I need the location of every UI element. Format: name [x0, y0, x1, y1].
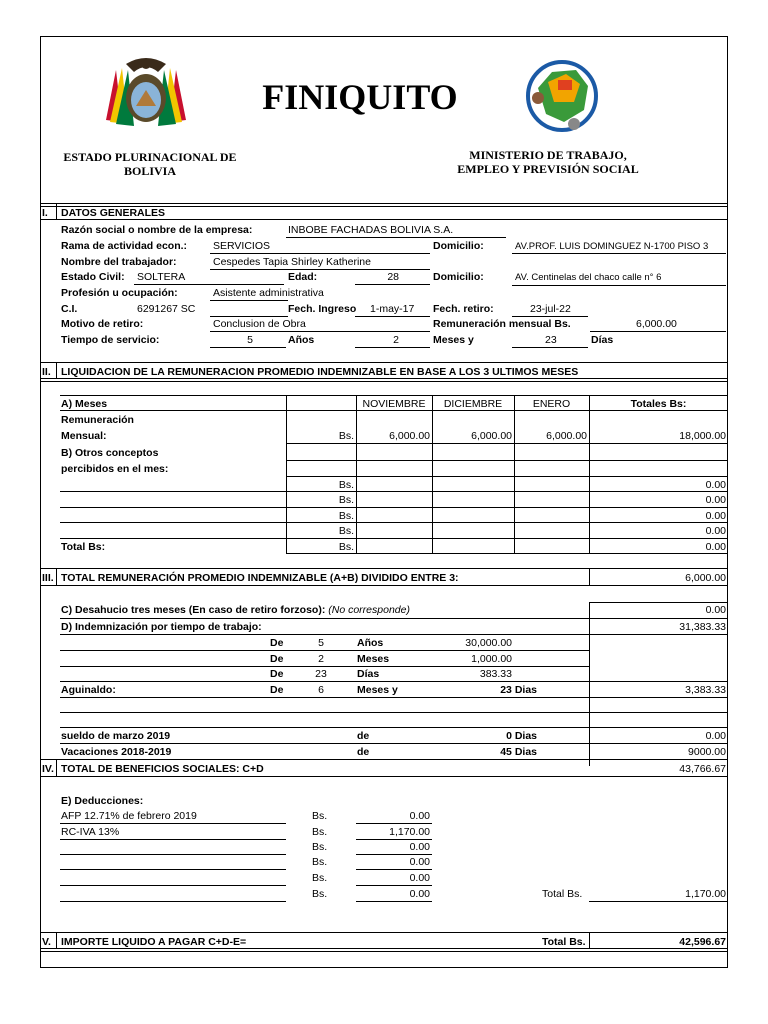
years-amount: 30,000.00 [465, 637, 512, 649]
section-divider [56, 568, 57, 585]
march-salary-label: sueldo de marzo 2019 [61, 730, 171, 742]
monthly-salary-label: Remuneración mensual Bs. [433, 318, 571, 330]
underline [210, 253, 430, 254]
months-label: Meses y [433, 334, 474, 346]
currency-label: Bs. [312, 810, 328, 822]
other-concepts-label: percibidos en el mes: [61, 463, 169, 475]
severance-label: C) Desahucio tres meses (En caso de retiro forzoso): (No corresponde) [61, 604, 410, 616]
months-header: A) Meses [61, 398, 108, 410]
underline [356, 885, 432, 886]
table-line [286, 553, 728, 554]
table-line [432, 395, 433, 554]
underline [60, 854, 286, 855]
underline [355, 316, 430, 317]
underline [210, 300, 288, 301]
section-number: V. [42, 936, 51, 948]
section-divider [56, 932, 57, 949]
currency-label: Bs. [312, 872, 328, 884]
underline [210, 347, 286, 348]
currency-label: Bs. [338, 494, 354, 506]
bonus-value: 3,383.33 [685, 684, 726, 696]
section-divider [56, 362, 57, 379]
salary-month-2: 6,000.00 [471, 430, 512, 442]
table-line [60, 650, 589, 651]
underline [60, 869, 286, 870]
deduction-afp-label: AFP 12.71% de febrero 2019 [61, 810, 197, 822]
de-label: de [357, 730, 370, 742]
ci-value: 6291267 SC [137, 303, 196, 315]
table-line [60, 697, 728, 698]
deduction-value: 0.00 [409, 888, 430, 900]
table-line [60, 522, 728, 523]
reason-value: Conclusion de Obra [213, 318, 306, 330]
deduction-value: 0.00 [409, 856, 430, 868]
other-concept-value: 0.00 [705, 479, 726, 491]
underline [356, 854, 432, 855]
other-concepts-total: 0.00 [705, 541, 726, 553]
underline [210, 269, 430, 270]
currency-label: Bs. [312, 841, 328, 853]
section-divider [40, 381, 728, 382]
currency-label: Bs. [312, 888, 328, 900]
years-label: Años [288, 334, 315, 346]
section-number: I. [42, 207, 48, 219]
section-divider [40, 932, 728, 933]
section-divider [40, 568, 728, 569]
table-line [356, 395, 357, 554]
underline [356, 839, 432, 840]
end-date-value: 23-jul-22 [530, 303, 571, 315]
deductions-total-value: 1,170.00 [685, 888, 726, 900]
table-line [60, 681, 728, 682]
employer-address-label: Domicilio: [433, 240, 484, 252]
deductions-title: E) Deducciones: [61, 795, 144, 807]
march-salary-value: 0.00 [705, 730, 726, 742]
other-concept-value: 0.00 [705, 510, 726, 522]
underline [355, 347, 430, 348]
deduction-value: 1,170.00 [389, 826, 430, 838]
underline [286, 237, 506, 238]
other-concepts-label: B) Otros conceptos [61, 447, 159, 459]
vacation-days: 45 Dias [500, 746, 537, 758]
section-title: TOTAL REMUNERACIÓN PROMEDIO INDEMNIZABLE (A+B) DIVIDIDO ENTRE 3: [61, 572, 459, 584]
section-divider [56, 204, 57, 220]
table-line [60, 634, 728, 635]
deduction-value: 0.00 [409, 872, 430, 884]
salary-month-1: 6,000.00 [389, 430, 430, 442]
deduction-value: 0.00 [409, 841, 430, 853]
total-label: Total Bs: [61, 541, 106, 553]
month-header-3: ENERO [532, 398, 571, 410]
section-divider [40, 219, 728, 220]
ministry-logo [524, 58, 602, 138]
table-line [286, 476, 728, 477]
underline [590, 331, 726, 332]
start-date-value: 1-may-17 [370, 303, 415, 315]
table-line [60, 538, 728, 539]
service-time-label: Tiempo de servicio: [61, 334, 160, 346]
march-salary-days: 0 Dias [506, 730, 537, 742]
underline [134, 284, 284, 285]
underline [589, 901, 728, 902]
end-date-label: Fech. retiro: [433, 303, 494, 315]
month-header-1: NOVIEMBRE [362, 398, 426, 410]
section-divider [40, 948, 728, 949]
table-line [514, 395, 515, 554]
section-number: II. [42, 366, 51, 378]
monthly-salary-value: 6,000.00 [636, 318, 677, 330]
total-header: Totales Bs: [630, 398, 687, 410]
start-date-label: Fech. Ingreso [288, 303, 357, 315]
underline [355, 284, 430, 285]
vacation-value: 9000.00 [688, 746, 726, 758]
table-line [60, 743, 728, 744]
underline [210, 316, 288, 317]
service-days-value: 23 [545, 334, 557, 346]
section-divider [40, 951, 728, 952]
underline [60, 885, 286, 886]
indemnity-label: D) Indemnización por tiempo de trabajo: [61, 621, 262, 633]
salary-total: 18,000.00 [679, 430, 726, 442]
underline [356, 823, 432, 824]
section-divider [40, 203, 728, 204]
de-label: De [270, 637, 284, 649]
underline [356, 901, 432, 902]
left-org-name: ESTADO PLURINACIONAL DE BOLIVIA [63, 150, 237, 178]
de-label: De [270, 668, 284, 680]
currency-label: Bs. [338, 430, 354, 442]
section-divider [40, 585, 728, 586]
table-line [286, 460, 728, 461]
employer-address-value: AV.PROF. LUIS DOMINGUEZ N-1700 PISO 3 [515, 241, 709, 252]
severance-value: 0.00 [705, 604, 726, 616]
age-label: Edad: [288, 271, 318, 283]
section-number: III. [42, 572, 54, 584]
section-title: LIQUIDACION DE LA REMUNERACION PROMEDIO INDEMNIZABLE EN BASE A LOS 3 ULTIMOS MESES [61, 366, 579, 378]
reason-label: Motivo de retiro: [61, 318, 144, 330]
bonus-months: 6 [318, 684, 324, 696]
document-title: FINIQUITO [262, 77, 458, 117]
days-count: 23 [315, 668, 327, 680]
underline [512, 347, 588, 348]
company-value: INBOBE FACHADAS BOLIVIA S.A. [288, 224, 454, 236]
section-title: DATOS GENERALES [61, 207, 166, 219]
civil-status-value: SOLTERA [137, 271, 186, 283]
currency-label: Bs. [312, 856, 328, 868]
underline [60, 839, 286, 840]
section-divider [40, 362, 728, 363]
other-concept-value: 0.00 [705, 525, 726, 537]
currency-label: Bs. [312, 826, 328, 838]
worker-address-label: Domicilio: [433, 271, 484, 283]
underline [512, 316, 588, 317]
section-divider [40, 776, 728, 777]
deductions-total-label: Total Bs. [542, 888, 583, 900]
months-unit: Meses [357, 653, 390, 665]
currency-label: Bs. [338, 541, 354, 553]
de-label: de [357, 746, 370, 758]
service-years-value: 5 [247, 334, 253, 346]
days-unit: Días [357, 668, 380, 680]
occupation-label: Profesión u ocupación: [61, 287, 178, 299]
underline [60, 901, 286, 902]
underline [210, 331, 430, 332]
occupation-value: Asistente administrativa [213, 287, 324, 299]
table-line [60, 666, 589, 667]
days-amount: 383.33 [479, 668, 512, 680]
table-line [60, 491, 728, 492]
underline [512, 253, 726, 254]
worker-name-value: Cespedes Tapia Shirley Katherine [213, 256, 371, 268]
activity-value: SERVICIOS [213, 240, 270, 252]
month-header-2: DICIEMBRE [443, 398, 503, 410]
de-label: De [270, 684, 284, 696]
deduction-rciva-label: RC-IVA 13% [61, 826, 120, 838]
table-line [60, 727, 728, 728]
section-title: IMPORTE LIQUIDO A PAGAR C+D-E= [61, 936, 247, 948]
table-line [589, 602, 728, 603]
underline [60, 823, 286, 824]
underline [512, 285, 726, 286]
section-number: IV. [42, 763, 54, 775]
activity-label: Rama de actividad econ.: [61, 240, 188, 252]
section-divider [56, 759, 57, 776]
net-total-label: Total Bs. [542, 936, 586, 948]
salary-month-3: 6,000.00 [546, 430, 587, 442]
deduction-value: 0.00 [409, 810, 430, 822]
table-line [60, 395, 728, 396]
months-count: 2 [318, 653, 324, 665]
table-line [286, 443, 728, 444]
section-divider [40, 378, 728, 379]
vacation-label: Vacaciones 2018-2019 [61, 746, 172, 758]
right-org-name: MINISTERIO DE TRABAJO, EMPLEO Y PREVISIÓN SOCIAL [457, 148, 639, 176]
civil-status-label: Estado Civil: [61, 271, 125, 283]
table-line [60, 618, 728, 619]
salary-row-label: Mensual: [61, 430, 107, 442]
worker-name-label: Nombre del trabajador: [61, 256, 177, 268]
bonus-months-unit: Meses y [357, 684, 398, 696]
table-line [60, 410, 728, 411]
years-unit: Años [357, 637, 384, 649]
service-months-value: 2 [393, 334, 399, 346]
average-salary-value: 6,000.00 [685, 572, 726, 584]
de-label: De [270, 653, 284, 665]
days-label: Días [591, 334, 614, 346]
months-amount: 1,000.00 [471, 653, 512, 665]
section-divider [40, 759, 728, 760]
company-label: Razón social o nombre de la empresa: [61, 224, 253, 236]
underline [356, 869, 432, 870]
currency-label: Bs. [338, 479, 354, 491]
years-count: 5 [318, 637, 324, 649]
other-concept-value: 0.00 [705, 494, 726, 506]
total-benefits-value: 43,766.67 [679, 763, 726, 775]
currency-label: Bs. [338, 525, 354, 537]
bonus-days: 23 Dias [500, 684, 537, 696]
table-line [60, 712, 728, 713]
ci-label: C.I. [61, 303, 78, 315]
bonus-label: Aguinaldo: [61, 684, 116, 696]
age-value: 28 [387, 271, 399, 283]
net-total-value: 42,596.67 [679, 936, 726, 948]
currency-label: Bs. [338, 510, 354, 522]
salary-row-label: Remuneración [61, 414, 134, 426]
section-title: TOTAL DE BENEFICIOS SOCIALES: C+D [61, 763, 264, 775]
indemnity-value: 31,383.33 [679, 621, 726, 633]
table-line [60, 507, 728, 508]
worker-address-value: AV. Centinelas del chaco calle n° 6 [515, 272, 662, 283]
